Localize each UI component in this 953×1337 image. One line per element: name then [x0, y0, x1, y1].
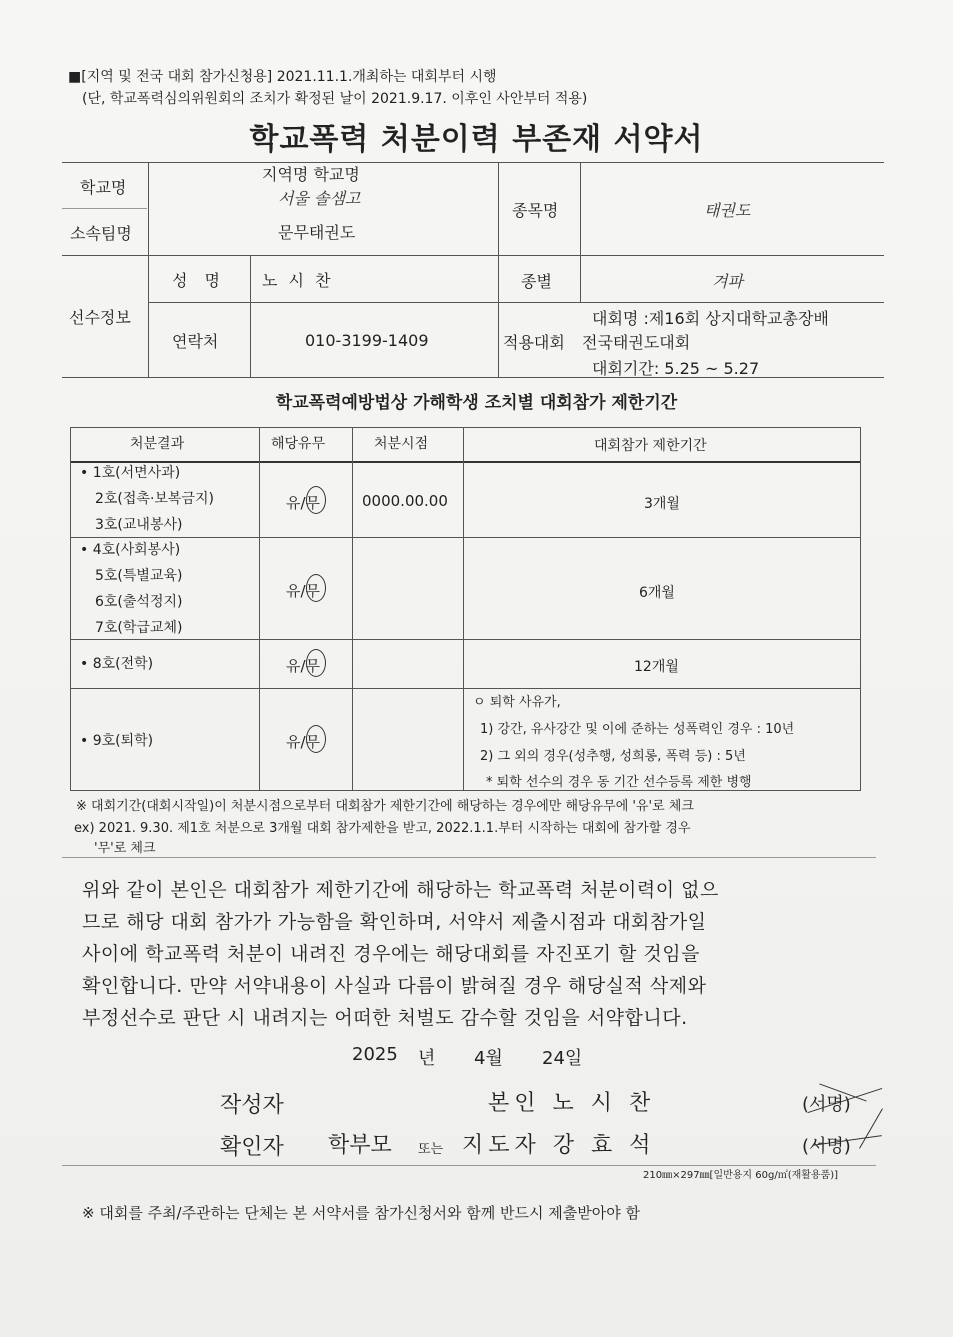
- row1-date: 0000.00.00: [362, 492, 448, 510]
- info-row-divider: [62, 208, 147, 209]
- table-row-border: [70, 639, 861, 640]
- team-value: 문무태권도: [278, 223, 356, 242]
- info-col-divider: [148, 162, 149, 377]
- confirmer-or: 또는: [418, 1142, 444, 1157]
- row3-item-1: • 8호(전학): [80, 656, 154, 672]
- info-col-divider: [498, 162, 499, 377]
- table-row-border: [70, 537, 861, 538]
- row3-period: 12개월: [634, 659, 679, 675]
- tournament-name-line-1: 대회명 :제16회 상지대학교총장배: [592, 309, 829, 328]
- contact-value: 010-3199-1409: [305, 331, 429, 350]
- row2-item-3: 6호(출석정지): [95, 594, 183, 610]
- notice-line-2: (단, 학교폭력심의위원회의 조치가 확정된 날이 2021.9.17. 이후인 사안부터 적용): [82, 91, 588, 107]
- pledge-line-1: 위와 같이 본인은 대회참가 제한기간에 해당하는 학교폭력 처분이력이 없으: [82, 879, 719, 901]
- info-table-bottom-border: [62, 377, 884, 378]
- row2-item-1: • 4호(사회봉사): [80, 542, 181, 558]
- date-day: 24일: [542, 1048, 583, 1069]
- info-col-divider: [250, 255, 251, 377]
- team-label: 소속팀명: [70, 224, 132, 243]
- table-col-border: [860, 427, 861, 790]
- row2-applicable-mark: 유/무: [286, 582, 321, 600]
- document-title: 학교폭력 처분이력 부존재 서약서: [249, 122, 704, 157]
- table-col-border: [259, 427, 260, 790]
- note-2: ex) 2021. 9.30. 제1호 처분으로 3개월 대회 참가제한을 받고, 2022.1.1.부터 시작하는 대회에 참가할 경우: [74, 821, 691, 836]
- region-school-header: 지역명 학교명: [262, 165, 360, 184]
- pledge-line-5: 부정선수로 판단 시 내려지는 어떠한 처벌도 감수할 것임을 서약합니다.: [82, 1007, 688, 1029]
- confirmer-sign-label: (서명): [802, 1136, 851, 1157]
- row4-applicable-mark: 유/무: [286, 733, 321, 751]
- row2-item-2: 5호(특별교육): [95, 568, 183, 584]
- name-value: 노 시 찬: [262, 271, 334, 290]
- writer-label: 작성자: [220, 1093, 284, 1118]
- row2-check-circle: [306, 574, 326, 602]
- table-top-border: [70, 427, 861, 428]
- pledge-line-3: 사이에 학교폭력 처분이 내려진 경우에는 해당대회를 자진포기 할 것임을: [82, 943, 700, 965]
- info-col-divider: [580, 162, 581, 302]
- row3-applicable-mark: 유/무: [286, 657, 321, 675]
- footer-note: ※ 대회를 주최/주관하는 단체는 본 서약서를 참가신청서와 함께 반드시 제출받아야 함: [82, 1204, 640, 1222]
- school-label: 학교명: [80, 178, 127, 197]
- table-row-border: [70, 688, 861, 689]
- event-value: 태권도: [704, 201, 751, 220]
- row1-item-1: • 1호(서면사과): [80, 465, 181, 481]
- row1-applicable-mark: 유/무: [286, 494, 321, 512]
- note-3: '무'로 체크: [94, 841, 156, 856]
- writer-value: 본인 노 시 찬: [488, 1091, 656, 1116]
- row4-check-circle: [306, 725, 326, 753]
- table-col-border: [463, 427, 464, 790]
- paper-spec: 210㎜×297㎜[일반용지 60g/㎡(재활용품)]: [643, 1170, 839, 1181]
- table-bottom-border: [70, 790, 861, 791]
- date-month: 4월: [474, 1048, 503, 1069]
- pledge-line-2: 므로 해당 대회 참가가 가능함을 확인하며, 서약서 제출시점과 대회참가일: [82, 911, 707, 933]
- event-label: 종목명: [512, 201, 559, 220]
- row4-period-line-4: * 퇴학 선수의 경우 동 기간 선수등록 제한 병행: [486, 775, 752, 790]
- confirmer-role: 학부모: [328, 1133, 392, 1158]
- info-row-divider: [148, 302, 884, 303]
- section-title: 학교폭력예방법상 가해학생 조치별 대회참가 제한기간: [275, 393, 678, 413]
- row1-item-3: 3호(교내봉사): [95, 517, 183, 533]
- date-year-unit: 년: [418, 1048, 436, 1069]
- row4-period-line-3: 2) 그 외의 경우(성추행, 성희롱, 폭력 등) : 5년: [480, 749, 746, 764]
- header-disposition: 처분결과: [130, 436, 185, 452]
- player-info-label: 선수정보: [69, 308, 131, 327]
- row1-check-circle: [306, 486, 326, 514]
- row2-item-4: 7호(학급교체): [95, 620, 183, 636]
- category-value: 겨파: [712, 272, 743, 291]
- confirmer-value: 지도자 강 효 석: [462, 1133, 656, 1158]
- row1-item-2: 2호(접촉·보복금지): [95, 491, 214, 507]
- confirmer-label: 확인자: [220, 1135, 284, 1160]
- name-label: 성 명: [172, 271, 226, 290]
- tournament-name-line-2: 전국태권도대회: [582, 333, 691, 352]
- contact-label: 연락처: [172, 332, 219, 351]
- tournament-period: 대회기간: 5.25 ~ 5.27: [592, 359, 760, 378]
- school-value: 서울 솔샘고: [278, 189, 361, 208]
- writer-sign-label: (서명): [802, 1094, 851, 1115]
- row4-period-line-2: 1) 강간, 유사강간 및 이에 준하는 성폭력인 경우 : 10년: [480, 722, 795, 737]
- confirmer-signature-stroke: [859, 1108, 883, 1148]
- row4-period-line-1: ㅇ 퇴학 사유가,: [473, 695, 561, 710]
- date-year: 2025: [352, 1044, 398, 1065]
- row4-item-1: • 9호(퇴학): [80, 733, 154, 749]
- table-header-border: [70, 461, 861, 463]
- pledge-line-4: 확인합니다. 만약 서약내용이 사실과 다름이 밝혀질 경우 해당실적 삭제와: [82, 975, 707, 997]
- applied-tournament-label: 적용대회: [503, 333, 565, 352]
- info-row-divider: [62, 255, 884, 256]
- note-1: ※ 대회기간(대회시작일)이 처분시점으로부터 대회참가 제한기간에 해당하는 경우에만 해당유무에 '유'로 체크: [76, 799, 694, 814]
- row1-period: 3개월: [644, 496, 680, 512]
- table-col-border: [70, 427, 71, 790]
- header-disposition-date: 처분시점: [374, 436, 429, 452]
- info-table-top-border: [62, 162, 884, 163]
- header-restriction-period: 대회참가 제한기간: [594, 438, 707, 454]
- row3-check-circle: [306, 649, 326, 677]
- category-label: 종별: [521, 272, 552, 291]
- row2-period: 6개월: [639, 585, 675, 601]
- notice-line-1: ■[지역 및 전국 대회 참가신청용] 2021.11.1.개최하는 대회부터 시행: [68, 69, 497, 85]
- header-applicable: 해당유무: [271, 436, 326, 452]
- table-col-border: [352, 427, 353, 790]
- pledge-top-divider: [62, 857, 876, 858]
